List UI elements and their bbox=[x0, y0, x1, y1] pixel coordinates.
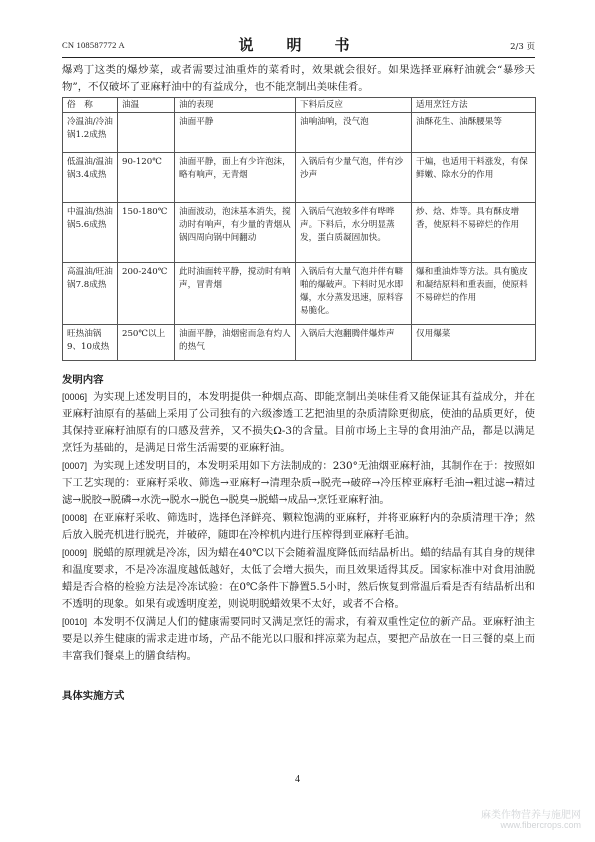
paragraph-text: 为实现上述发明目的，本发明采用如下方法制成的：230°无油烟亚麻籽油，其制作在于：按照如下工艺实现的：亚麻籽采收、筛选→亚麻籽→清理杂质→脱壳→破碎→冷压榨亚麻籽毛油→粗过滤→精过滤→脱胶→脱磷→水洗→脱水→脱色→脱臭→脱蜡→成品→烹饪亚麻籽油。 bbox=[62, 460, 535, 506]
table-cell: 油面平静 bbox=[175, 113, 296, 153]
paragraph-number: [0009] bbox=[62, 548, 88, 558]
document-title: 说 明 书 bbox=[238, 36, 359, 54]
paragraph bbox=[62, 389, 535, 457]
header-rule bbox=[62, 57, 535, 58]
oil-temperature-table bbox=[62, 97, 536, 361]
table-row bbox=[63, 113, 536, 153]
table-row bbox=[63, 325, 536, 361]
table-cell: 油酥花生、油酥腰果等 bbox=[412, 113, 536, 153]
table-cell: 入锅后大泡翻腾伴爆炸声 bbox=[296, 325, 412, 361]
table-cell: 入锅后气泡较多伴有哗哗声。下料后，水分明显蒸发，蛋白质凝固加快。 bbox=[296, 203, 412, 263]
page-number: 4 bbox=[295, 774, 300, 785]
table-cell: 油响油响，没气泡 bbox=[296, 113, 412, 153]
paragraph bbox=[62, 458, 535, 509]
table-row bbox=[63, 203, 536, 263]
table-cell bbox=[118, 113, 175, 153]
paragraph-text: 在亚麻籽采收、筛选时，选择色泽鲜亮、颗粒饱满的亚麻籽，并将亚麻籽内的杂质清理干净；然后放入脱壳机进行脱壳，并破碎，随即在冷榨机内进行压榨得到亚麻籽毛油。 bbox=[62, 512, 535, 541]
paragraph-number: [0008] bbox=[62, 513, 88, 523]
page-body bbox=[62, 62, 535, 702]
paragraph-number: [0006] bbox=[62, 392, 88, 402]
table-cell: 油面平静，面上有少许泡沫，略有响声，无青烟 bbox=[175, 153, 296, 203]
paragraph-text: 脱蜡的原理就是冷冻，因为蜡在40℃以下会随着温度降低而结晶析出。蜡的结晶有其自身的规律和温度要求，不是冷冻温度越低越好，太低了会增大损失，而且效果适得其反。国家标准中对食用油脱蜡是否合格的检验方法是冷冻试验：在0℃条件下静置5.5小时，然后恢复到常温后看是否有结晶析出和不透明的现象。如果有或透明度差，则说明脱蜡效果不太好，或者不合格。 bbox=[62, 547, 535, 610]
table-row bbox=[63, 153, 536, 203]
paragraph-number: [0007] bbox=[62, 461, 88, 471]
paragraph-number: [0010] bbox=[62, 617, 88, 627]
table-cell: 250℃以上 bbox=[118, 325, 175, 361]
column-header: 适用烹饪方法 bbox=[412, 98, 536, 113]
table-cell: 入锅后有少量气泡，伴有沙沙声 bbox=[296, 153, 412, 203]
table-cell: 中温油/热油锅5.6成热 bbox=[63, 203, 118, 263]
watermark-url: www.fibercrops.com bbox=[500, 820, 581, 830]
table-cell: 油面波动，泡沫基本消失，搅动时有响声，有少量的青烟从锅四周向锅中间翻动 bbox=[175, 203, 296, 263]
table-cell: 油面平静，油烟密而急有灼人的热气 bbox=[175, 325, 296, 361]
section-heading-embodiments: 具体实施方式 bbox=[62, 690, 125, 702]
table-cell: 低温油/温油锅3.4成热 bbox=[63, 153, 118, 203]
column-header: 油温 bbox=[118, 98, 175, 113]
column-header: 下料后反应 bbox=[296, 98, 412, 113]
paragraph-text: 本发明不仅满足人们的健康需要同时又满足烹饪的需求，有着双重性定位的新产品。亚麻籽油主要是以养生健康的需求走进市场，产品不能光以口服和拌凉菜为起点，要把产品放在一日三餐的桌上而丰富我们餐桌上的膳食结构。 bbox=[62, 616, 535, 662]
table-cell: 爆和重油炸等方法。具有脆皮和凝结原料和重表面，使原料不易碎烂的作用 bbox=[412, 263, 536, 325]
table-cell: 入锅后有大量气泡并伴有噼啪的爆破声。下料时见水即爆，水分蒸发迅速，原料容易脆化。 bbox=[296, 263, 412, 325]
table-cell: 冷温油/冷油锅1.2成热 bbox=[63, 113, 118, 153]
page-indicator: 2/3 页 bbox=[510, 42, 535, 52]
table-cell: 高温油/旺油锅7.8成热 bbox=[63, 263, 118, 325]
table-cell: 此时油面转平静，搅动时有响声，冒青烟 bbox=[175, 263, 296, 325]
column-header: 油的表现 bbox=[175, 98, 296, 113]
table-cell: 200-240℃ bbox=[118, 263, 175, 325]
table-cell: 干煸，也适用干料涨发，有保鲜嫩、除水分的作用 bbox=[412, 153, 536, 203]
paragraph bbox=[62, 545, 535, 613]
page-header bbox=[62, 34, 535, 56]
table-cell: 90-120℃ bbox=[118, 153, 175, 203]
column-header: 俗 称 bbox=[63, 98, 118, 113]
table-cell: 炒、焓、炸等。具有酥皮增香，使原料不易碎烂的作用 bbox=[412, 203, 536, 263]
paragraph-text: 为实现上述发明目的，本发明提供一种烟点高、即能烹制出美味佳肴又能保证其有益成分，并在亚麻籽油原有的基础上采用了公司独有的六级渗透工艺把油里的杂质清除更彻底，使油的品质更好，使其保持亚麻籽油原有的口感及营养，又不损失Ω-3的含量。目前市场上主导的食用油产品，都是以满足烹饪为基础的，是满足日常生活需要的亚麻籽油。 bbox=[62, 391, 535, 454]
table-cell: 仅用爆菜 bbox=[412, 325, 536, 361]
table-cell: 旺热油锅9、10成热 bbox=[63, 325, 118, 361]
intro-paragraph: 爆鸡丁这类的爆炒菜，或者需要过油重炸的菜肴时，效果就会很好。如果选择亚麻籽油就会“暴殄天物”，不仅破坏了亚麻籽油中的有益成分，也不能烹制出美味佳肴。 bbox=[62, 64, 535, 93]
watermark-title: 麻类作物营养与施肥网 bbox=[481, 810, 581, 821]
table-cell: 150-180℃ bbox=[118, 203, 175, 263]
section-heading-invention-content: 发明内容 bbox=[62, 374, 104, 386]
table-header-row bbox=[63, 98, 536, 113]
site-watermark bbox=[431, 806, 581, 836]
paragraph bbox=[62, 510, 535, 544]
paragraph bbox=[62, 614, 535, 665]
table-row bbox=[63, 263, 536, 325]
patent-number: CN 108587772 A bbox=[62, 40, 125, 50]
